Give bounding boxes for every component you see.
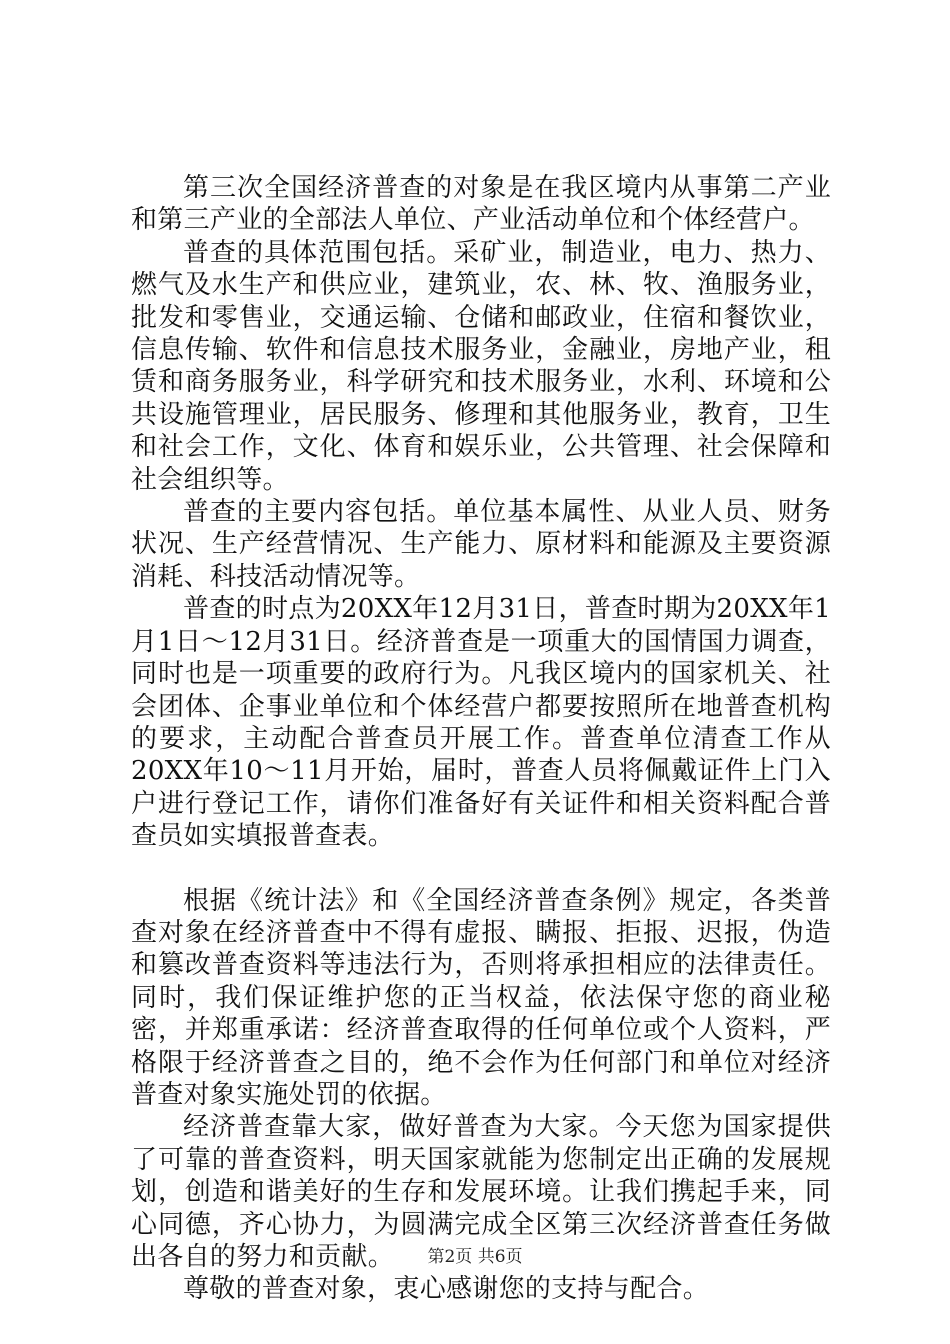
paragraph-census-timing: 普查的时点为20XX年12月31日，普查时期为20XX年1月1日～12月31日。经济普查是一项重大的国情国力调查，同时也是一项重要的政府行为。凡我区境内的国家机关、社会团体、企事业单位和个体经营户都要按照所在地普查机构的要求，主动配合普查员开展工作。普查单位清查工作从20XX年10～11月开始，届时，普查人员将佩戴证件上门入户进行登记工作，请你们准备好有关证件和相关资料配合普查员如实填报普查表。 — [131, 594, 831, 852]
page-number-footer: 第2页 共6页 — [427, 1247, 523, 1267]
paragraph-census-scope: 普查的具体范围包括。采矿业，制造业，电力、热力、燃气及水生产和供应业，建筑业，农、林、牧、渔服务业，批发和零售业，交通运输、仓储和邮政业，住宿和餐饮业，信息传输、软件和信息技术服务业，金融业，房地产业，租赁和商务服务业，科学研究和技术服务业，水利、环境和公共设施管理业，居民服务、修理和其他服务业，教育，卫生和社会工作，文化、体育和娱乐业，公共管理、社会保障和社会组织等。 — [131, 237, 831, 495]
paragraph-call-to-action: 经济普查靠大家，做好普查为大家。今天您为国家提供了可靠的普查资料，明天国家就能为您制定出正确的发展规划，创造和谐美好的生存和发展环境。让我们携起手来，同心同德，齐心协力，为圆满完成全区第三次经济普查任务做出各自的努力和贡献。 — [131, 1112, 831, 1272]
document-body — [131, 172, 831, 1306]
paragraph-thanks: 尊敬的普查对象，衷心感谢您的支持与配合。 — [183, 1274, 710, 1305]
paragraph-spacer — [131, 853, 831, 885]
paragraph-census-targets: 第三次全国经济普查的对象是在我区境内从事第二产业和第三产业的全部法人单位、产业活动单位和个体经营户。 — [131, 173, 831, 236]
paragraph-census-content: 普查的主要内容包括。单位基本属性、从业人员、财务状况、生产经营情况、生产能力、原材料和能源及主要资源消耗、科技活动情况等。 — [131, 497, 831, 592]
paragraph-legal-obligations: 根据《统计法》和《全国经济普查条例》规定，各类普查对象在经济普查中不得有虚报、瞒报、拒报、迟报，伪造和篡改普查资料等违法行为，否则将承担相应的法律责任。同时，我们保证维护您的正当权益，依法保守您的商业秘密，并郑重承诺：经济普查取得的任何单位或个人资料，严格限于经济普查之目的，绝不会作为任何部门和单位对经济普查对象实施处罚的依据。 — [131, 885, 831, 1110]
